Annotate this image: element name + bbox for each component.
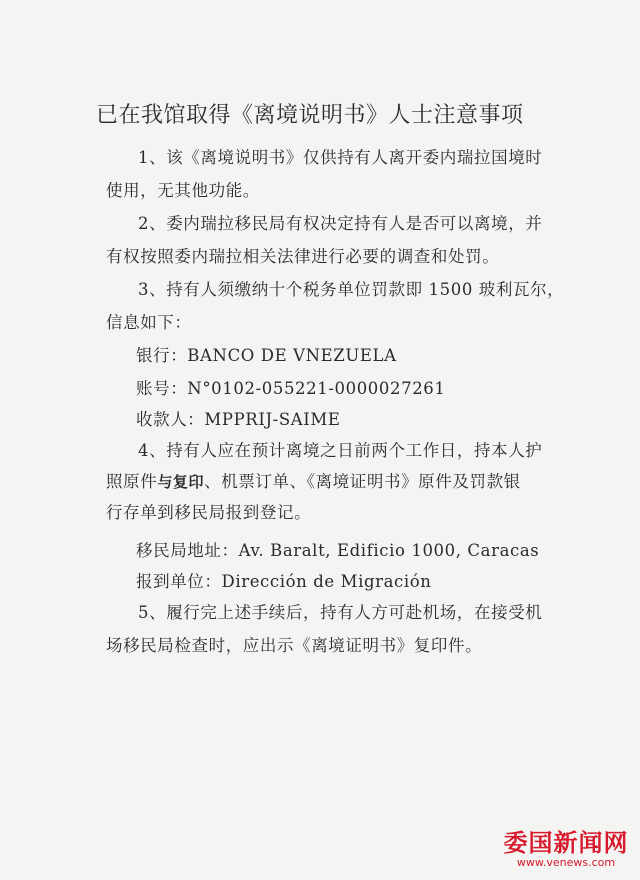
item-4-line-2: [106, 468, 521, 492]
item-4-line-1: 4、持有人应在预计离境之日前两个工作日，持本人护: [138, 441, 543, 460]
item-4-line-3: 行存单到移民局报到登记。: [106, 503, 312, 522]
office-address-line: 移民局地址：Av. Baralt, Edificio 1000, Caracas: [136, 541, 540, 560]
report-unit-line: 报到单位：Dirección de Migración: [136, 572, 432, 591]
item-1-line-2: 使用，无其他功能。: [106, 181, 260, 200]
item-4-line-2-part-b: 与复印: [157, 473, 205, 491]
item-5-line-1: 5、履行完上述手续后，持有人方可赴机场，在接受机: [138, 603, 543, 622]
watermark-url: www.venews.com: [516, 856, 616, 869]
item-1-line-1: 1、该《离境说明书》仅供持有人离开委内瑞拉国境时: [138, 148, 543, 167]
item-5-line-2: 场移民局检查时，应出示《离境证明书》复印件。: [106, 636, 483, 655]
bank-name-line: 银行：BANCO DE VNEZUELA: [136, 346, 397, 365]
watermark-title: 委国新闻网: [503, 829, 629, 857]
item-3-line-2: 信息如下：: [106, 313, 192, 332]
item-4-line-2-part-a: 照原件: [106, 472, 158, 491]
item-3-line-1: 3、持有人须缴纳十个税务单位罚款即 1500 玻利瓦尔，: [138, 280, 565, 299]
account-number-line: 账号：N°0102-055221-0000027261: [136, 379, 446, 398]
payee-line: 收款人：MPPRIJ-SAIME: [136, 410, 341, 429]
item-2-line-1: 2、委内瑞拉移民局有权决定持有人是否可以离境，并: [138, 214, 543, 233]
item-4-line-2-part-c: 、机票订单、《离境证明书》原件及罚款银: [204, 472, 521, 491]
document-title: 已在我馆取得《离境说明书》人士注意事项: [96, 103, 524, 128]
item-2-line-2: 有权按照委内瑞拉相关法律进行必要的调查和处罚。: [106, 247, 500, 266]
site-watermark: [498, 829, 634, 869]
